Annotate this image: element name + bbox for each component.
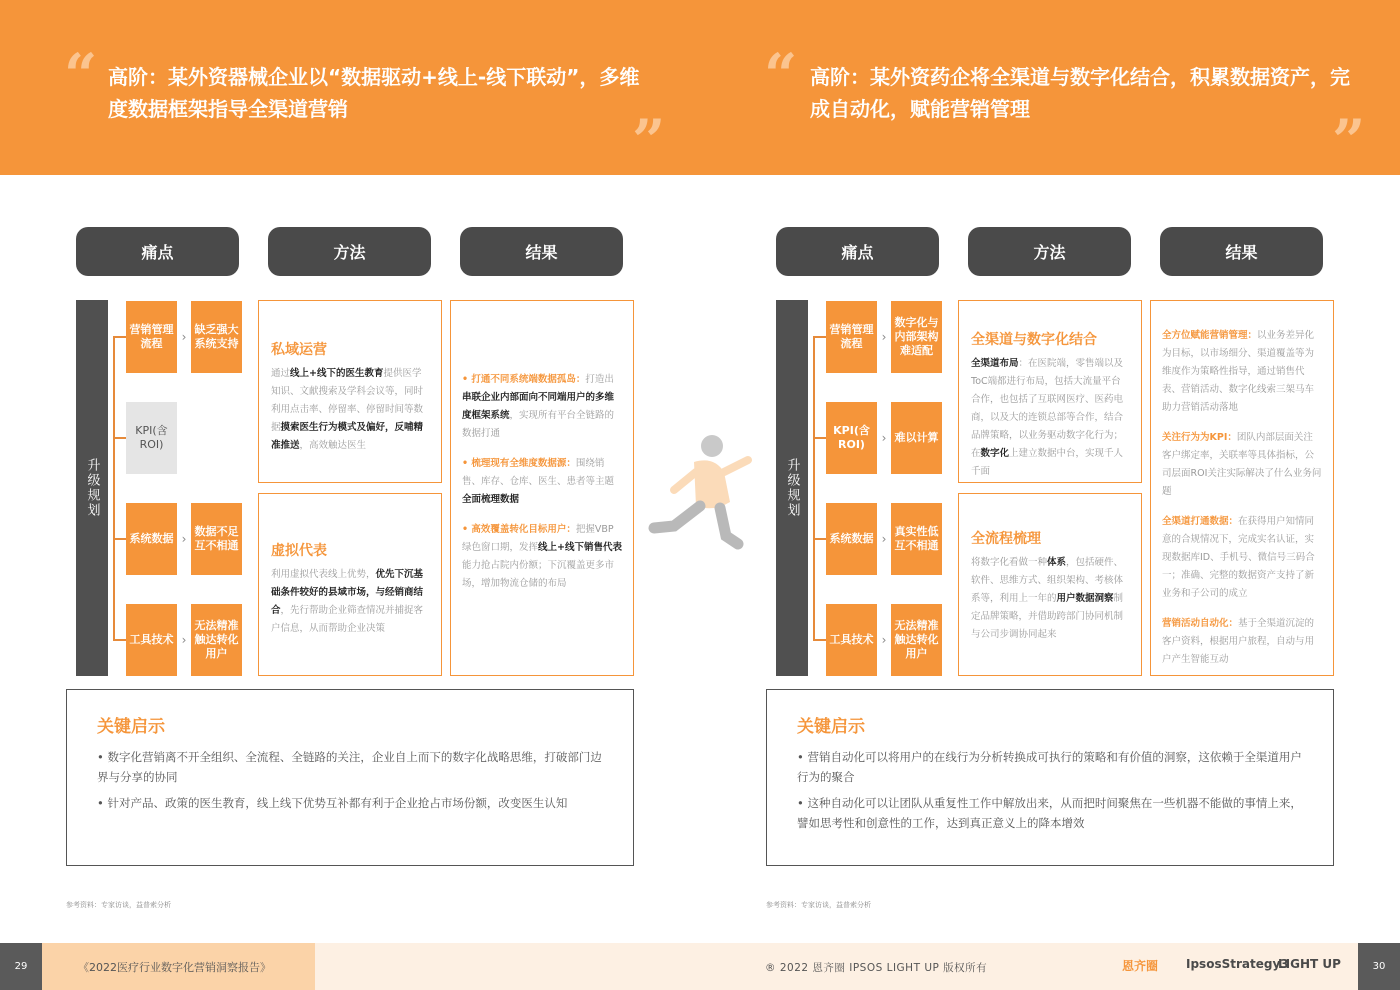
- pain-category-tools: 工具技术: [126, 604, 177, 676]
- source-note: 参考资料：专家访谈，益普索分析: [66, 901, 171, 909]
- key-insights-box: [766, 689, 1334, 866]
- connector: [113, 437, 126, 439]
- arrow-right-icon: ›: [181, 330, 187, 344]
- method-text: 全渠道布局：在医院端，零售端以及ToC端都进行布局，包括大流量平台合作，也包括了互联网医疗、医药电商，以及大的连锁总部等合作，结合品牌策略，以业务驱动数字化行为；在数字化上建立数据中台，实现千人千面: [971, 358, 1124, 477]
- insight-item: • 针对产品、政策的医生教育，线上线下优势互补都有利于企业抢占市场份额，改变医生认知: [97, 796, 568, 810]
- connector: [813, 336, 815, 640]
- pain-category-kpi: KPI(含ROI): [126, 402, 177, 474]
- pain-category-kpi: KPI(含ROI): [826, 402, 877, 474]
- header-pain-points: 痛点: [776, 227, 939, 276]
- insight-item: • 数字化营销离不开全组织、全流程、全链路的关注，企业自上而下的数字化战略思维，打破部门边界与分享的协同: [97, 750, 602, 784]
- connector: [113, 336, 126, 338]
- method-title: 虚拟代表: [271, 543, 327, 559]
- result-item: • 梳理现有全维度数据源：围绕销售、库存、仓库、医生、患者等主题全面梳理数据: [462, 458, 615, 505]
- method-text: 通过线上+线下的医生教育提供医学知识、文献搜索及学科会议等，同时利用点击率、停留率、停留时间等数据摸索医生行为模式及偏好，反哺精准推送，高效触达医生: [271, 368, 424, 451]
- pain-category-system-data: 系统数据: [826, 503, 877, 575]
- logo-light-up: LIGHT UP: [1278, 957, 1341, 971]
- arrow-right-icon: ›: [881, 431, 887, 445]
- connector: [813, 538, 826, 540]
- arrow-right-icon: ›: [881, 532, 887, 546]
- upgrade-planning-label: 升级规划: [76, 300, 108, 676]
- pain-issue: 数据不足互不相通: [191, 503, 242, 575]
- left-headline: 高阶：某外资器械企业以“数据驱动+线上-线下联动”，多维度数据框架指导全渠道营销: [108, 65, 640, 121]
- open-quote-icon: “: [64, 41, 98, 109]
- pain-category-tools: 工具技术: [826, 604, 877, 676]
- result-item: • 打通不同系统端数据孤岛：打造出串联企业内部面向不同端用户的多维度框架系统，实现所有平台全链路的数据打通: [462, 374, 615, 439]
- running-person-illustration: [644, 432, 756, 554]
- arrow-right-icon: ›: [181, 633, 187, 647]
- arrow-right-icon: ›: [881, 633, 887, 647]
- results-card: [1150, 300, 1334, 676]
- header-results: 结果: [1160, 227, 1323, 276]
- close-quote-icon: ”: [632, 107, 666, 175]
- result-item: • 高效覆盖转化目标用户：把握VBP绿色窗口期，发挥线上+线下销售代表能力抢占院内份额；下沉覆盖更多市场，增加物流仓储的布局: [462, 524, 622, 589]
- connector: [813, 639, 826, 641]
- upgrade-planning-label: 升级规划: [776, 300, 808, 676]
- right-headline: 高阶：某外资药企将全渠道与数字化结合，积累数据资产，完成自动化，赋能营销管理: [810, 65, 1350, 121]
- insight-item: • 营销自动化可以将用户的在线行为分析转换成可执行的策略和有价值的洞察，这依赖于全渠道用户行为的聚合: [797, 750, 1302, 784]
- method-text: 利用虚拟代表线上优势，优先下沉基础条件较好的县域市场，与经销商结合，先行帮助企业筛查情况并捕捉客户信息，从而帮助企业决策: [271, 569, 424, 634]
- header-results: 结果: [460, 227, 623, 276]
- header-methods: 方法: [268, 227, 431, 276]
- header-methods: 方法: [968, 227, 1131, 276]
- method-card: [958, 300, 1142, 483]
- result-item: 关注行为为KPI：团队内部层面关注客户绑定率，关联率等具体指标，公司层面ROI关注实际解决了什么业务问题: [1162, 432, 1322, 497]
- method-title: 私域运营: [271, 342, 327, 358]
- page-number: 30: [1358, 943, 1400, 990]
- pain-issue: 数字化与内部架构难适配: [891, 301, 942, 373]
- source-note: 参考资料：专家访谈，益普索分析: [766, 901, 871, 909]
- results-card: [450, 300, 634, 676]
- result-item: 营销活动自动化：基于全渠道沉淀的客户资料，根据用户旅程，自动与用户产生智能互动: [1162, 618, 1315, 665]
- method-title: 全流程梳理: [971, 531, 1041, 547]
- open-quote-icon: “: [764, 41, 798, 109]
- method-title: 全渠道与数字化结合: [971, 332, 1097, 348]
- logo-ipsos-strategy3: IpsosStrategy3: [1186, 957, 1289, 971]
- copyright: ® 2022 恩齐圈 IPSOS LIGHT UP 版权所有: [765, 962, 988, 974]
- pain-category-marketing-process: 营销管理流程: [826, 301, 877, 373]
- method-card: [958, 493, 1142, 676]
- connector: [813, 336, 826, 338]
- arrow-right-icon: ›: [881, 330, 887, 344]
- pain-issue: 无法精准触达转化用户: [191, 604, 242, 676]
- page-number: 29: [0, 943, 42, 990]
- arrow-right-icon: ›: [181, 532, 187, 546]
- logo-enqiquan: 恩齐圈: [1122, 959, 1159, 973]
- connector: [113, 538, 126, 540]
- method-text: 将数字化看做一种体系，包括硬件、软件、思维方式、组织架构、考核体系等，利用上一年的用户数据洞察制定品牌策略，并借助跨部门协同机制与公司步调协同起来: [971, 557, 1124, 640]
- insight-item: • 这种自动化可以让团队从重复性工作中解放出来，从而把时间聚焦在一些机器不能做的事情上来，譬如思考性和创意性的工作，达到真正意义上的降本增效: [797, 796, 1302, 830]
- key-insights-box: [66, 689, 634, 866]
- header-pain-points: 痛点: [76, 227, 239, 276]
- connector: [813, 437, 826, 439]
- pain-issue: 缺乏强大系统支持: [191, 301, 242, 373]
- pain-category-marketing-process: 营销管理流程: [126, 301, 177, 373]
- insight-title: 关键启示: [797, 717, 865, 737]
- pain-issue: 难以计算: [891, 402, 942, 474]
- method-card: [258, 493, 442, 676]
- pain-issue: 无法精准触达转化用户: [891, 604, 942, 676]
- insight-title: 关键启示: [97, 717, 165, 737]
- report-title: 《2022医疗行业数字化营销洞察报告》: [42, 943, 315, 990]
- result-item: 全方位赋能营销管理：以业务差异化为目标，以市场细分、渠道覆盖等为维度作为策略性指导，通过销售代表、营销活动、数字化线索三架马车助力营销活动落地: [1162, 330, 1315, 413]
- close-quote-icon: ”: [1332, 107, 1366, 175]
- pain-category-system-data: 系统数据: [126, 503, 177, 575]
- result-item: 全渠道打通数据：在获得用户知情同意的合规情况下，完成实名认证，实现数据库ID、手机号、微信号三码合一；准确、完整的数据资产支持了新业务和子公司的成立: [1162, 516, 1315, 599]
- connector: [113, 639, 126, 641]
- pain-issue: 真实性低互不相通: [891, 503, 942, 575]
- method-card: [258, 300, 442, 483]
- connector: [113, 336, 115, 640]
